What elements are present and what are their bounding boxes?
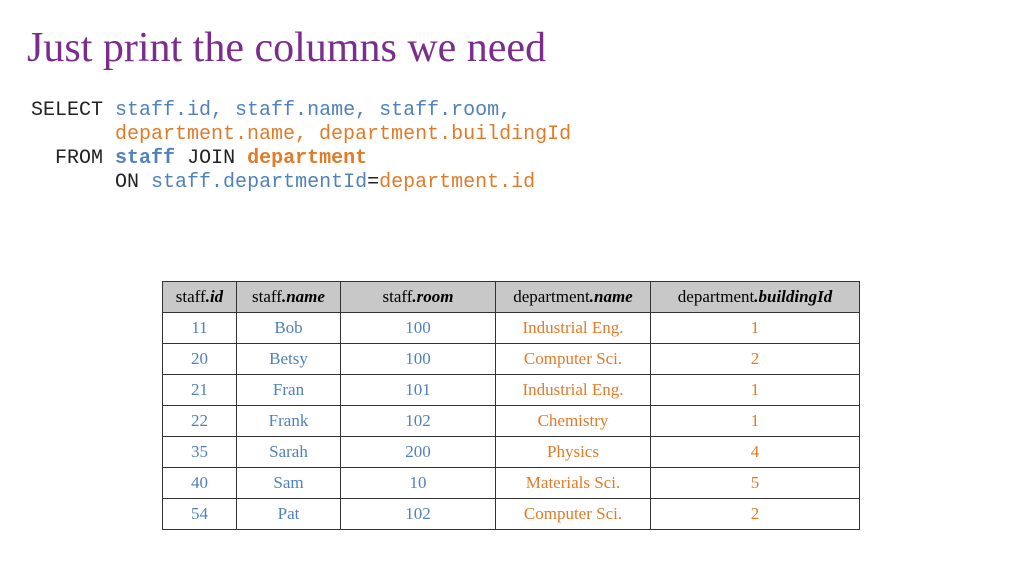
cell-staff-room: 100 <box>341 313 496 344</box>
cell-staff-id: 21 <box>163 375 237 406</box>
table-row <box>163 313 860 344</box>
sql-join-left: staff.departmentId <box>151 171 368 194</box>
sql-line-select-cont <box>31 123 571 147</box>
cell-staff-id: 20 <box>163 344 237 375</box>
sql-keyword-on: ON <box>115 171 140 194</box>
cell-staff-name: Sam <box>237 468 341 499</box>
cell-staff-room: 100 <box>341 344 496 375</box>
cell-department-name: Chemistry <box>496 406 651 437</box>
sql-join-operator: = <box>367 171 380 194</box>
table-row <box>163 437 860 468</box>
sql-line-from <box>31 147 571 171</box>
cell-staff-id: 54 <box>163 499 237 530</box>
header-staff-name: staff.name <box>237 282 341 313</box>
result-table <box>162 281 860 530</box>
cell-department-buildingid: 1 <box>651 313 860 344</box>
cell-staff-room: 102 <box>341 406 496 437</box>
header-department-buildingid: department.buildingId <box>651 282 860 313</box>
cell-department-buildingid: 2 <box>651 499 860 530</box>
cell-department-buildingid: 4 <box>651 437 860 468</box>
cell-department-name: Physics <box>496 437 651 468</box>
cell-department-name: Materials Sci. <box>496 468 651 499</box>
sql-table-department: department <box>247 147 368 170</box>
sql-join-right: department.id <box>379 171 536 194</box>
cell-staff-id: 40 <box>163 468 237 499</box>
cell-staff-room: 101 <box>341 375 496 406</box>
cell-department-name: Industrial Eng. <box>496 313 651 344</box>
slide-title: Just print the columns we need <box>27 25 547 71</box>
header-staff-id: staff.id <box>163 282 237 313</box>
sql-table-staff: staff <box>115 147 176 170</box>
cell-staff-room: 200 <box>341 437 496 468</box>
sql-line-select <box>31 99 571 123</box>
cell-staff-name: Pat <box>237 499 341 530</box>
header-staff-room: staff.room <box>341 282 496 313</box>
cell-department-name: Computer Sci. <box>496 499 651 530</box>
cell-department-name: Computer Sci. <box>496 344 651 375</box>
sql-keyword-from: FROM <box>55 147 104 170</box>
sql-line-on <box>31 171 571 195</box>
cell-department-buildingid: 2 <box>651 344 860 375</box>
table-row <box>163 406 860 437</box>
cell-department-buildingid: 5 <box>651 468 860 499</box>
cell-staff-name: Frank <box>237 406 341 437</box>
sql-select-columns-department: department.name, department.buildingId <box>115 123 572 146</box>
cell-staff-id: 35 <box>163 437 237 468</box>
sql-keyword-join: JOIN <box>187 147 236 170</box>
table-header-row <box>163 282 860 313</box>
cell-staff-name: Fran <box>237 375 341 406</box>
cell-department-name: Industrial Eng. <box>496 375 651 406</box>
cell-staff-name: Bob <box>237 313 341 344</box>
cell-staff-room: 10 <box>341 468 496 499</box>
table-row <box>163 468 860 499</box>
cell-department-buildingid: 1 <box>651 406 860 437</box>
cell-staff-id: 22 <box>163 406 237 437</box>
sql-keyword-select: SELECT <box>31 99 104 122</box>
table-row <box>163 499 860 530</box>
sql-select-columns-staff: staff.id, staff.name, staff.room, <box>115 99 512 122</box>
sql-query <box>31 99 571 195</box>
table-row <box>163 375 860 406</box>
cell-staff-room: 102 <box>341 499 496 530</box>
header-department-name: department.name <box>496 282 651 313</box>
cell-staff-id: 11 <box>163 313 237 344</box>
table-row <box>163 344 860 375</box>
cell-department-buildingid: 1 <box>651 375 860 406</box>
cell-staff-name: Sarah <box>237 437 341 468</box>
cell-staff-name: Betsy <box>237 344 341 375</box>
